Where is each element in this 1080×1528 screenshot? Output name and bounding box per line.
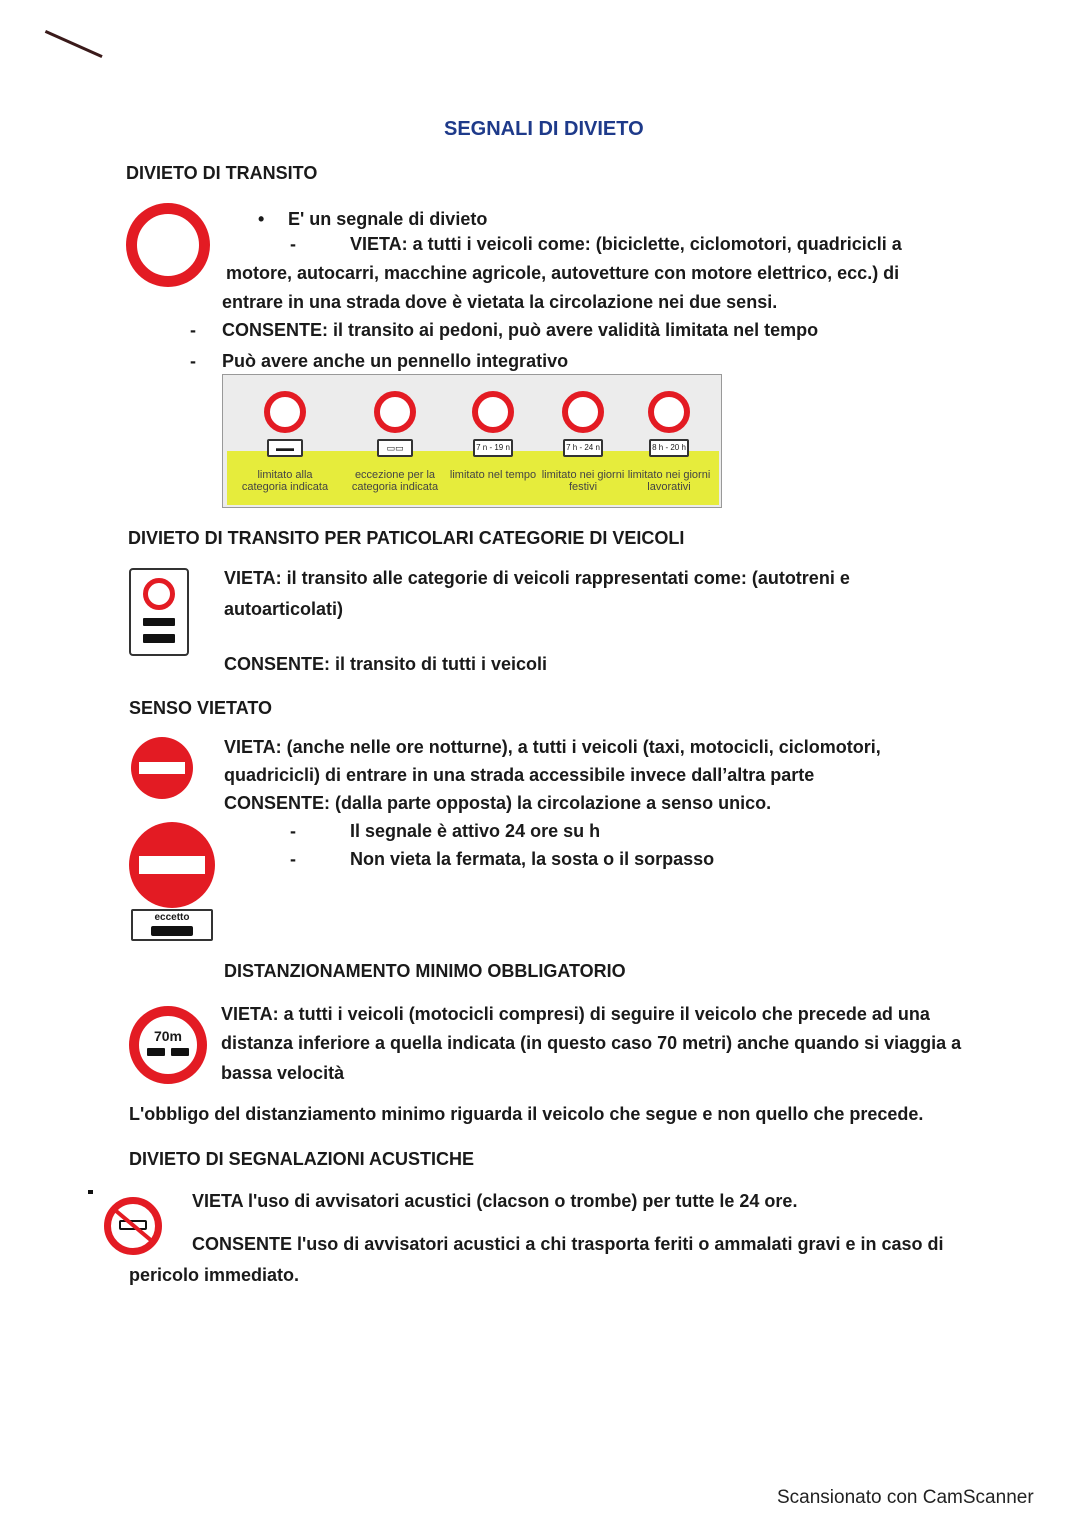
s4-line2: distanza inferiore a quella indicata (in questo caso 70 metri) anche quando si viaggia a	[221, 1033, 962, 1053]
s2-line3: CONSENTE: il transito di tutti i veicoli	[224, 654, 548, 674]
dot-mark	[88, 1190, 93, 1194]
dash: -	[190, 351, 196, 371]
plate: 7 n - 19 n	[473, 439, 513, 457]
s5-line3: pericolo immediato.	[129, 1265, 300, 1285]
s1-line4: CONSENTE: il transito ai pedoni, può avere validità limitata nel tempo	[222, 320, 819, 340]
no-transit-sign-icon	[143, 578, 175, 610]
car-icon	[147, 1048, 165, 1056]
panel-item	[237, 381, 333, 505]
s1-line1: VIETA: a tutti i veicoli come: (biciclette, ciclomotori, quadricicli a	[350, 234, 902, 254]
no-entry-sign-icon	[131, 737, 193, 799]
bus-icon	[151, 926, 193, 936]
dash: -	[290, 849, 296, 869]
distance-label: 70m	[153, 1028, 183, 1044]
s2-line2: autoarticolati)	[224, 599, 344, 619]
no-transit-sign-icon	[648, 391, 690, 433]
plate: ▬▬	[267, 439, 303, 457]
no-transit-sign-icon	[472, 391, 514, 433]
dash: -	[190, 320, 196, 340]
s1-line2: motore, autocarri, macchine agricole, autovetture con motore elettrico, ecc.) di	[226, 263, 900, 283]
bullet-text: E' un segnale di divieto	[288, 209, 488, 229]
s1-line5: Può avere anche un pennello integrativo	[222, 351, 569, 371]
supplementary-panels-image	[222, 374, 722, 508]
no-transit-sign-icon	[374, 391, 416, 433]
s5-line2: CONSENTE l'uso di avvisatori acustici a chi trasporta feriti o ammalati gravi e in caso di	[192, 1234, 944, 1254]
no-transit-sign-icon	[264, 391, 306, 433]
plate-label: eccetto	[154, 912, 190, 923]
s4-note: L'obbligo del distanziamento minimo riguarda il veicolo che segue e non quello che precede.	[129, 1104, 924, 1124]
section-heading-senso-vietato: SENSO VIETATO	[129, 698, 273, 718]
panel-label: limitato nei giorni lavorativi	[627, 469, 711, 494]
s1-line3: entrare in una strada dove è vietata la circolazione nei due sensi.	[222, 292, 778, 312]
section-heading-distanziamento: DISTANZIONAMENTO MINIMO OBBLIGATORIO	[224, 961, 626, 981]
s3-line5: Non vieta la fermata, la sosta o il sorpasso	[350, 849, 715, 869]
panel-label: limitato alla categoria indicata	[241, 469, 329, 494]
no-transit-sign-icon	[126, 203, 210, 287]
car-icon	[171, 1048, 189, 1056]
truck-icon	[143, 618, 175, 626]
s3-line1: VIETA: (anche nelle ore notturne), a tutti i veicoli (taxi, motocicli, ciclomotori,	[224, 737, 881, 757]
dash: -	[290, 821, 296, 841]
plate: 8 h - 20 h	[649, 439, 689, 457]
panel-label: eccezione per la categoria indicata	[351, 469, 439, 494]
no-entry-bar	[139, 856, 205, 874]
exception-plate	[131, 909, 213, 941]
section-heading-divieto-transito: DIVIETO DI TRANSITO	[126, 163, 318, 183]
bullet-dot: •	[258, 209, 265, 229]
s4-line3: bassa velocità	[221, 1063, 345, 1083]
no-entry-bar	[139, 762, 185, 774]
no-entry-sign-icon	[129, 822, 215, 908]
panel-label: limitato nel tempo	[449, 469, 537, 481]
s3-line4: Il segnale è attivo 24 ore su h	[350, 821, 601, 841]
panel-label: limitato nei giorni festivi	[541, 469, 625, 494]
section-heading-categorie: DIVIETO DI TRANSITO PER PATICOLARI CATEGORIE DI VEICOLI	[128, 528, 685, 548]
no-horn-sign-icon	[104, 1197, 162, 1255]
s3-line2: quadricicli) di entrare in una strada accessibile invece dall’altra parte	[224, 765, 815, 785]
plate: ▭▭	[377, 439, 413, 457]
plate: 7 h - 24 n	[563, 439, 603, 457]
scanner-watermark: Scansionato con CamScanner	[777, 1487, 1034, 1508]
truck-ban-sign-icon	[129, 568, 189, 656]
no-transit-sign-icon	[562, 391, 604, 433]
s5-line1: VIETA l'uso di avvisatori acustici (clacson o trombe) per tutte le 24 ore.	[192, 1191, 798, 1211]
panel-item	[535, 381, 631, 505]
panel-item	[347, 381, 443, 505]
panel-item	[621, 381, 717, 505]
dash: -	[290, 234, 296, 254]
panel-item	[445, 381, 541, 505]
articulated-truck-icon	[143, 634, 175, 643]
scan-mark	[45, 30, 103, 58]
section-heading-acustiche: DIVIETO DI SEGNALAZIONI ACUSTICHE	[129, 1149, 475, 1169]
s3-line3: CONSENTE: (dalla parte opposta) la circolazione a senso unico.	[224, 793, 772, 813]
s2-line1: VIETA: il transito alle categorie di veicoli rappresentati come: (autotreni e	[224, 568, 850, 588]
s4-line1: VIETA: a tutti i veicoli (motocicli compresi) di seguire il veicolo che precede ad una	[221, 1004, 930, 1024]
minimum-distance-sign-icon	[129, 1006, 207, 1084]
page-title: SEGNALI DI DIVIETO	[444, 118, 644, 140]
